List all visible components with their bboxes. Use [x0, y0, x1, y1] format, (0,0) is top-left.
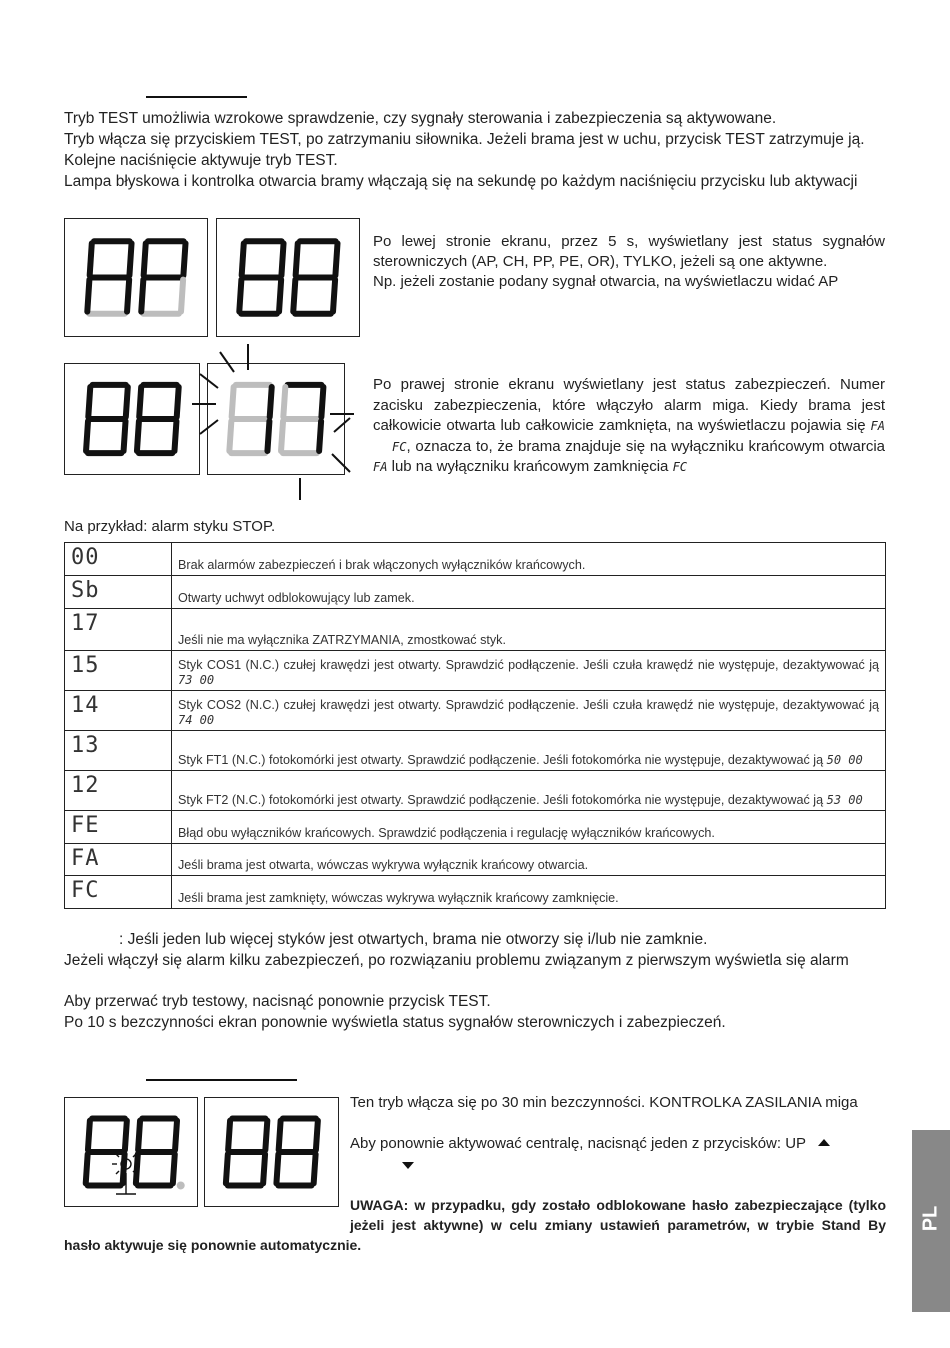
alarm-code-cell [65, 876, 172, 909]
display1-example: Np. jeżeli zostanie podany sygnał otwarcia, na wyświetlaczu widać AP [373, 273, 839, 290]
alarm-code-cell [65, 651, 172, 691]
warning-text: UWAGA: w przypadku, gdy zostało odblokowane hasło zabezpieczające (tylko jeżeli jest aktywne) w celu zmiany ustawień parametrów, w trybie Stand By hasło aktywuje się ponownie automatycznie. [64, 1197, 886, 1253]
alarm-description-cell [172, 876, 886, 909]
table-row [65, 543, 886, 576]
language-tab [912, 1130, 950, 1312]
segment-f [90, 243, 92, 275]
intro-text [64, 108, 894, 192]
standby-down-row [350, 1154, 886, 1176]
alarm-table [64, 542, 886, 909]
alarm-description: Styk COS2 (N.C.) czułej krawędzi jest otwarty. Sprawdzić podłączenie. Jeśli czuła krawędź nie występuje, dezaktywować ją [178, 698, 879, 712]
alarm-code: 13 [71, 733, 100, 758]
alarm-description: Błąd obu wyłączników krańcowych. Sprawdzić podłączenia i regulację wyłączników krańcowych. [178, 826, 715, 840]
segment-e [226, 1154, 228, 1183]
note-line: Aby przerwać tryb testowy, nacisnąć ponownie przycisk TEST. [64, 993, 491, 1010]
seven-seg-88-left [65, 364, 199, 474]
alarm-code-cell [65, 576, 172, 609]
segment-b [126, 387, 128, 417]
alarm-description: Jeśli nie ma wyłącznika ZATRZYMANIA, zmostkować styk. [178, 633, 506, 647]
alarm-code-cell [65, 844, 172, 876]
alarm-description: Styk FT2 (N.C.) fotokomórki jest otwarty. Sprawdzić podłączenie. Jeśli fotokomórka nie występuje, dezaktywować ją [178, 793, 824, 807]
segment-e [86, 1154, 88, 1183]
alarm-description-cell [172, 543, 886, 576]
code-fc: FC [672, 460, 688, 474]
alarm-param-ref: 50 00 [826, 753, 863, 767]
alarm-description-cell [172, 811, 886, 844]
segment-b [335, 243, 337, 275]
display-standby-right [204, 1097, 339, 1207]
table-row [65, 811, 886, 844]
spacer [64, 971, 894, 991]
alarm-description-cell [172, 771, 886, 811]
alarm-code-cell [65, 609, 172, 651]
intro-line: Tryb TEST umożliwia wzrokowe sprawdzenie, czy sygnały sterowania i zabezpieczenia są aktywowane. [64, 110, 777, 127]
segment-e [276, 1154, 278, 1183]
segment-b [265, 1121, 267, 1150]
alarm-code-cell [65, 771, 172, 811]
section-rule-standby [146, 1079, 297, 1081]
note-line [64, 929, 894, 950]
display2-text [373, 375, 885, 478]
alarm-description-cell [172, 576, 886, 609]
alarm-code-cell [65, 543, 172, 576]
segment-c [127, 280, 129, 312]
alarm-param-ref: 53 00 [826, 793, 863, 807]
alarm-description: Styk FT1 (N.C.) fotokomórki jest otwarty. Sprawdzić podłączenie. Jeśli fotokomórka nie występuje, dezaktywować ją [178, 753, 824, 767]
segment-f [242, 243, 244, 275]
table-row [65, 876, 886, 909]
alarm-code-cell [65, 691, 172, 731]
alarm-description: Jeśli brama jest zamknięty, wówczas wykrywa wyłącznik krańcowy zamknięcie. [178, 891, 619, 905]
alarm-description-cell [172, 691, 886, 731]
segment-f [139, 387, 141, 417]
display-left-ap [64, 218, 208, 337]
display-right-88 [216, 218, 360, 337]
alarm-code: FA [71, 846, 100, 871]
alarm-description-cell [172, 609, 886, 651]
table-row [65, 691, 886, 731]
alarm-code-cell [65, 811, 172, 844]
display2-desc: Po prawej stronie ekranu wyświetlany jest status zabezpieczeń. Numer zacisku zabezpieczenia, które włączyło alarm miga. [373, 376, 885, 414]
table-row [65, 844, 886, 876]
segment-e [141, 280, 143, 312]
alarm-code: 00 [71, 545, 100, 570]
intro-line: Lampa błyskowa i kontrolka otwarcia bramy włączają się na sekundę po każdym naciśnięciu przycisku lub aktywacji [64, 173, 858, 190]
segment-b [316, 1121, 318, 1150]
segment-b [183, 243, 185, 275]
segment-f [144, 243, 146, 275]
segment-e [239, 280, 241, 312]
language-tab-label: PL [919, 1205, 942, 1232]
segment-f [296, 243, 298, 275]
alarm-code: Sb [71, 578, 100, 603]
alarm-description-cell [172, 731, 886, 771]
display1-desc: Po lewej stronie ekranu, przez 5 s, wyświetlany jest status sygnałów sterowniczych (AP, CH, PP, PE, OR), TYLKO, jeżeli są one aktywne. [373, 233, 885, 270]
segment-c [173, 1154, 175, 1183]
table-row [65, 651, 886, 691]
alarm-description: Brak alarmów zabezpieczeń i brak włączonych wyłączników krańcowych. [178, 558, 586, 572]
segment-c [314, 1154, 316, 1183]
segment-f [88, 387, 90, 417]
standby-line-1: Ten tryb włącza się po 30 min bezczynności. KONTROLKA ZASILANIA miga [350, 1094, 858, 1111]
segment-e [87, 280, 89, 312]
display2-desc-3: , oznacza to, że brama znajduje się na wyłączniku krańcowym otwarcia [406, 437, 886, 455]
standby-text [350, 1092, 886, 1176]
alarm-code-cell [65, 731, 172, 771]
segment-f [88, 1121, 90, 1150]
segment-c [279, 280, 281, 312]
standby-reactivate: Aby ponownie aktywować centralę, nacisnąć jeden z przycisków: UP [350, 1135, 806, 1152]
blink-rays-icon [190, 340, 360, 510]
seven-seg-ap [65, 219, 207, 336]
segment-c [174, 421, 176, 451]
segment-c [333, 280, 335, 312]
table-row [65, 771, 886, 811]
note-text: : Jeśli jeden lub więcej styków jest otwartych, brama nie otworzy się i/lub nie zamknie. [119, 931, 708, 948]
alarm-description: Styk COS1 (N.C.) czułej krawędzi jest otwarty. Sprawdzić podłączenie. Jeśli czuła krawędź nie występuje, dezaktywować ją [178, 658, 879, 672]
segment-e [293, 280, 295, 312]
standby-warning [64, 1195, 886, 1255]
code-fc: FC [392, 439, 407, 454]
alarm-code: 17 [71, 611, 100, 636]
display2-desc-2: Kiedy brama jest całkowicie otwarta lub całkowicie zamknięta, na wyświetlaczu pojawia się [373, 396, 886, 434]
segment-c [263, 1154, 265, 1183]
alarm-code: 14 [71, 693, 100, 718]
alarm-code: 15 [71, 653, 100, 678]
alarm-param-ref: 74 00 [178, 713, 215, 727]
seven-seg-88 [217, 219, 359, 336]
code-fa: FA [870, 419, 885, 433]
segment-e [86, 421, 88, 451]
seven-seg-88-right [205, 1098, 338, 1206]
segment-c [181, 280, 183, 312]
alarm-description: Otwarty uchwyt odblokowujący lub zamek. [178, 591, 415, 605]
display2-desc-4: lub na wyłączniku krańcowym zamknięcia [391, 458, 669, 475]
segment-c [124, 421, 126, 451]
example-label: Na przykład: alarm styku STOP. [64, 518, 276, 535]
code-fa: FA [373, 460, 388, 474]
segment-e [137, 421, 139, 451]
alarm-description-cell [172, 651, 886, 691]
alarm-description: Jeśli brama jest otwarta, wówczas wykrywa wyłącznik krańcowy otwarcia. [178, 858, 589, 872]
alarm-code: FC [71, 878, 100, 903]
alarm-code: FE [71, 813, 100, 838]
display-left-88 [64, 363, 200, 475]
table-row [65, 731, 886, 771]
standby-line-2 [350, 1133, 886, 1154]
triangle-down-icon [402, 1162, 414, 1169]
table-row [65, 609, 886, 651]
alarm-param-ref: 73 00 [178, 673, 215, 687]
table-row [65, 576, 886, 609]
segment-b [129, 243, 131, 275]
intro-line: Tryb włącza się przyciskiem TEST, po zatrzymaniu siłownika. Jeżeli brama jest w uchu, przycisk TEST zatrzymuje ją. [64, 131, 865, 148]
warning-float-spacer [64, 1195, 350, 1235]
note-line: Po 10 s bezczynności ekran ponownie wyświetla status sygnałów sterowniczych i zabezpieczeń. [64, 1014, 726, 1031]
note-line: Jeżeli włączył się alarm kilku zabezpieczeń, po rozwiązaniu problemu związanym z pierwszym wyświetla się alarm [64, 952, 849, 969]
segment-b [281, 243, 283, 275]
segment-f [279, 1121, 281, 1150]
section-rule-test [146, 96, 247, 98]
segment-f [228, 1121, 230, 1150]
power-led-blink-icon [102, 1140, 152, 1200]
decimal-point [177, 1181, 185, 1189]
triangle-up-icon [818, 1139, 830, 1146]
after-table-text [64, 929, 894, 1033]
alarm-code: 12 [71, 773, 100, 798]
display1-text [373, 232, 885, 292]
segment-b [177, 387, 179, 417]
alarm-description-cell [172, 844, 886, 876]
intro-line: Kolejne naciśnięcie aktywuje tryb TEST. [64, 152, 338, 169]
segment-b [175, 1121, 177, 1150]
